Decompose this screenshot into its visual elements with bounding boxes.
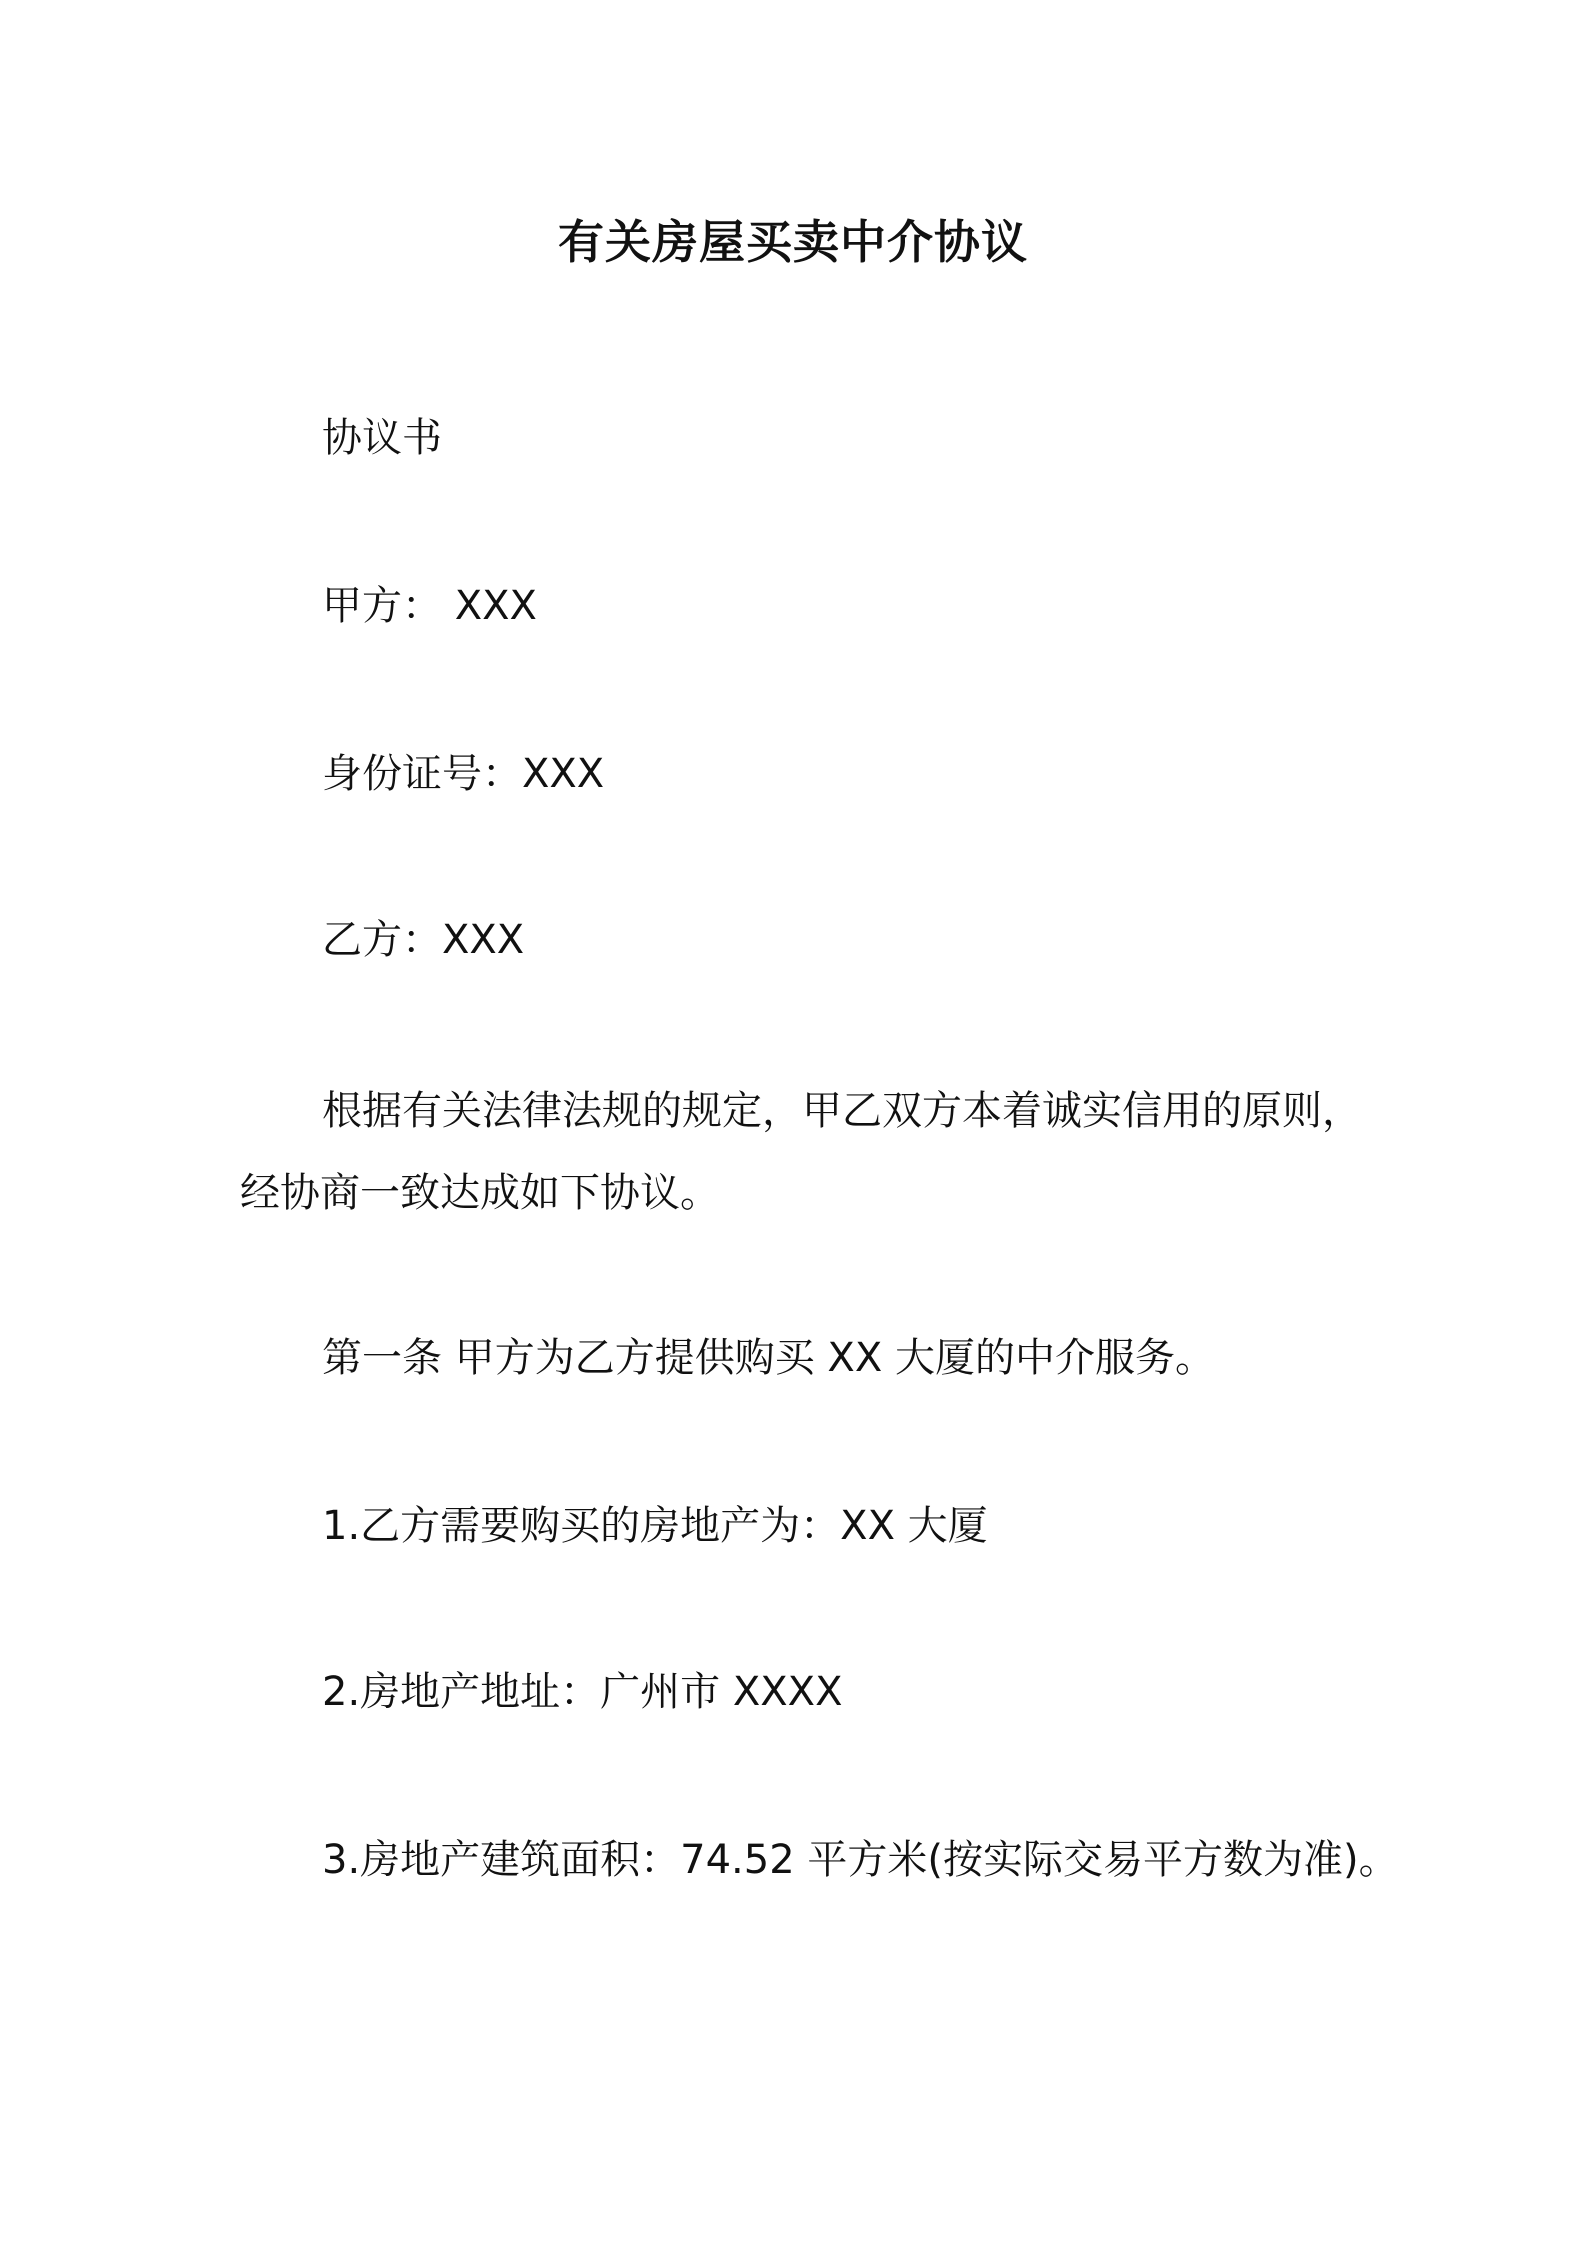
item-1-line: 1.乙方需要购买的房地产为：XX 大厦: [322, 1503, 988, 1549]
agreement-heading: 协议书: [322, 415, 442, 461]
preamble-line-1: 根据有关法律法规的规定，甲乙双方本着诚实信用的原则，: [322, 1088, 1362, 1134]
item-3-line: 3.房地产建筑面积：74.52 平方米(按实际交易平方数为准)。: [322, 1837, 1399, 1883]
item-2-line: 2.房地产地址：广州市 XXXX: [322, 1669, 843, 1715]
article-1-line: 第一条 甲方为乙方提供购买 XX 大厦的中介服务。: [322, 1335, 1215, 1381]
preamble-line-2: 经协商一致达成如下协议。: [240, 1170, 720, 1216]
document-title: 有关房屋买卖中介协议: [558, 215, 1028, 269]
party-a-line: 甲方： XXX: [322, 583, 537, 629]
preamble-paragraph: [240, 1070, 1360, 1234]
id-number-line: 身份证号：XXX: [322, 751, 605, 797]
party-b-line: 乙方：XXX: [322, 917, 525, 963]
